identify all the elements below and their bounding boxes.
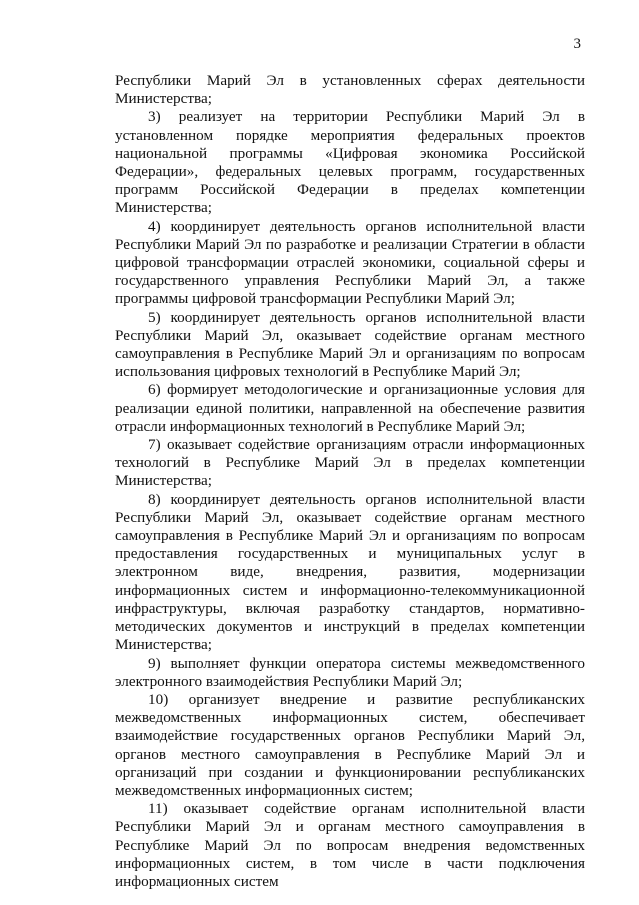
paragraph-item-4: 4) координирует деятельность органов исполнительной власти Республики Марий Эл по разработке и реализации Стратегии в области цифровой трансформации отраслей экономики, социальной сферы и государственного управления Республики Марий Эл, а также программы цифровой трансформации Республики Марий Эл; [115, 217, 585, 308]
page-number: 3 [573, 36, 581, 52]
paragraph-item-5: 5) координирует деятельность органов исполнительной власти Республики Марий Эл, оказывает содействие органам местного самоуправления в Республике Марий Эл и организациям по вопросам использования цифровых технологий в Республике Марий Эл; [115, 308, 585, 381]
document-body [115, 72, 585, 891]
paragraph-item-10: 10) организует внедрение и развитие республиканских межведомственных информационных систем, обеспечивает взаимодействие государственных органов Республики Марий Эл, органов местного самоуправления в Республике Марий Эл и организаций при создании и функционировании республиканских межведомственных информационных систем; [115, 690, 585, 799]
paragraph-item-6: 6) формирует методологические и организационные условия для реализации единой политики, направленной на обеспечение развития отрасли информационных технологий в Республике Марий Эл; [115, 381, 585, 435]
paragraph-item-3: 3) реализует на территории Республики Марий Эл в установленном порядке мероприятия федеральных проектов национальной программы «Цифровая экономика Российской Федерации», федеральных целевых программ, государственных программ Российской Федерации в пределах компетенции Министерства; [115, 108, 585, 217]
paragraph-item-9: 9) выполняет функции оператора системы межведомственного электронного взаимодействия Республики Марий Эл; [115, 654, 585, 690]
paragraph-item-8: 8) координирует деятельность органов исполнительной власти Республики Марий Эл, оказывает содействие органам местного самоуправления в Республике Марий Эл и организациям по вопросам предоставления государственных и муниципальных услуг в электронном виде, внедрения, развития, модернизации информационных систем и информационно-телекоммуникационной инфраструктуры, включая разработку стандартов, нормативно-методических документов и инструкций в пределах компетенции Министерства; [115, 490, 585, 654]
paragraph-continuation: Республики Марий Эл в установленных сферах деятельности Министерства; [115, 72, 585, 108]
paragraph-item-7: 7) оказывает содействие организациям отрасли информационных технологий в Республике Марий Эл в пределах компетенции Министерства; [115, 436, 585, 490]
paragraph-item-11: 11) оказывает содействие органам исполнительной власти Республики Марий Эл и органам местного самоуправления в Республике Марий Эл по вопросам внедрения ведомственных информационных систем, в том числе в части подключения информационных систем [115, 800, 585, 890]
